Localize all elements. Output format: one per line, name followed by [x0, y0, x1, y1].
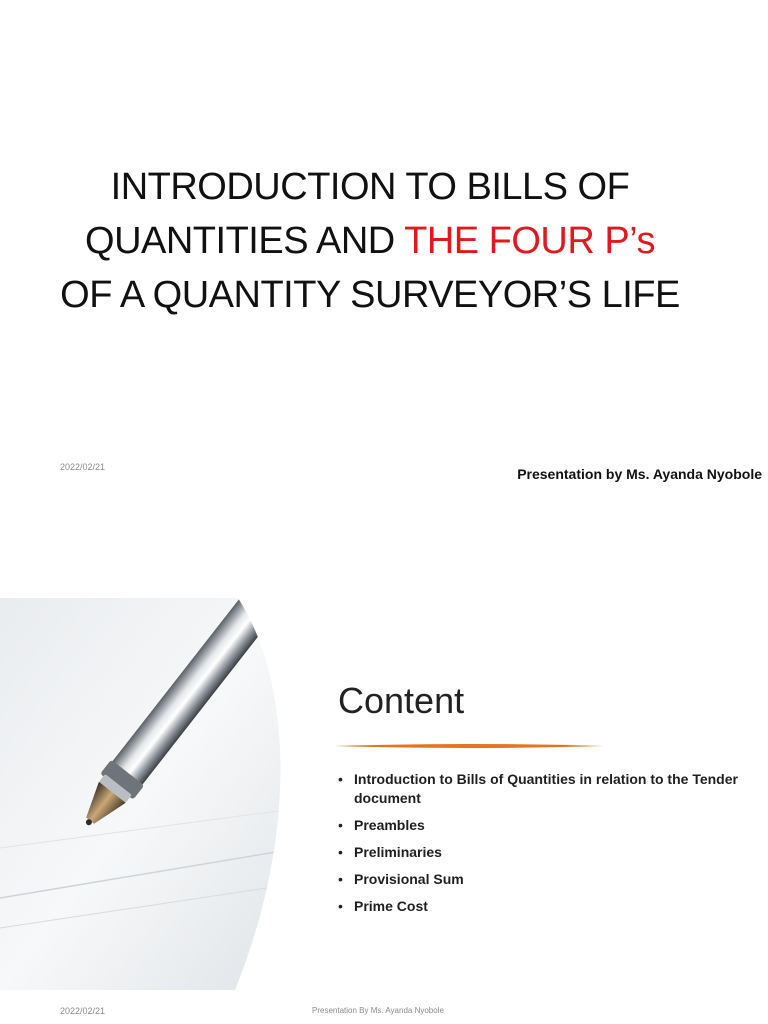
- bullet-item: • Prime Cost: [338, 897, 738, 916]
- slide-date: 2022/02/21: [60, 462, 106, 472]
- bullet-item: • Preliminaries: [338, 843, 738, 862]
- bullet-item: • Introduction to Bills of Quantities in relation to the Tender document: [338, 770, 738, 808]
- orange-divider: [334, 742, 604, 750]
- content-bullet-list: [338, 770, 738, 924]
- slide-title: [60, 160, 680, 322]
- bullet-item: • Preambles: [338, 816, 738, 835]
- title-text-part1: INTRODUCTION TO BILLS OF QUANTITIES AND: [85, 166, 630, 262]
- presenter-line: Presentation by Ms. Ayanda Nyobole: [517, 466, 762, 482]
- content-heading: Content: [338, 680, 465, 721]
- slide-footer: Presentation By Ms. Ayanda Nyobole: [312, 1006, 444, 1015]
- pen-photo-image: [0, 598, 300, 990]
- title-text-part2: OF A QUANTITY SURVEYOR’S LIFE: [60, 274, 680, 316]
- slide-date: 2022/02/21: [60, 1006, 106, 1016]
- content-slide: [0, 560, 768, 1024]
- title-accent-text: THE FOUR P’s: [404, 220, 655, 262]
- bullet-item: • Provisional Sum: [338, 870, 738, 889]
